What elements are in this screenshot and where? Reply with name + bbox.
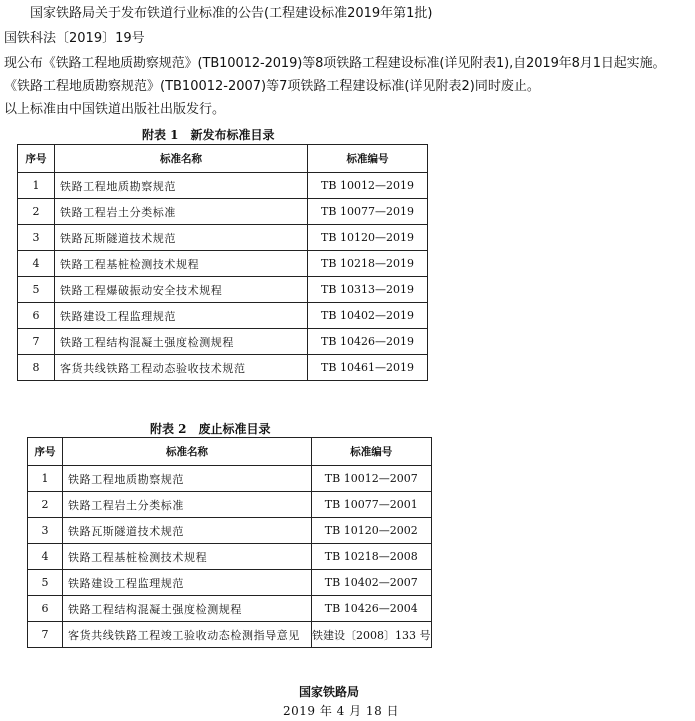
- standard-code: TB 10426—2019: [308, 329, 428, 355]
- paragraph-2: 《铁路工程地质勘察规范》(TB10012-2007)等7项铁路工程建设标准(详见附表2)同时废止。: [4, 79, 540, 94]
- standard-name: 铁路工程岩土分类标准: [55, 199, 308, 225]
- table-row: [18, 225, 428, 251]
- standard-code: TB 10012—2019: [308, 173, 428, 199]
- standard-name: 铁路工程结构混凝土强度检测规程: [55, 329, 308, 355]
- table-row: [18, 355, 428, 381]
- row-index: 3: [18, 225, 55, 251]
- table-row: [28, 544, 432, 570]
- standard-name: 铁路工程地质勘察规范: [63, 466, 312, 492]
- row-index: 6: [28, 596, 63, 622]
- standard-code: TB 10402—2019: [308, 303, 428, 329]
- announcement-title: 国家铁路局关于发布铁道行业标准的公告(工程建设标准2019年第1批): [30, 6, 433, 21]
- row-index: 3: [28, 518, 63, 544]
- standard-code: TB 10120—2019: [308, 225, 428, 251]
- paragraph-1: 现公布《铁路工程地质勘察规范》(TB10012-2019)等8项铁路工程建设标准(详见附表1),自2019年8月1日起实施。: [4, 56, 666, 71]
- row-index: 7: [28, 622, 63, 648]
- table-header-row: [18, 145, 428, 173]
- standard-code: TB 10313—2019: [308, 277, 428, 303]
- standard-name: 铁路建设工程监理规范: [63, 570, 312, 596]
- row-index: 8: [18, 355, 55, 381]
- table-row: [18, 251, 428, 277]
- row-index: 4: [28, 544, 63, 570]
- standard-name: 铁路工程爆破振动安全技术规程: [55, 277, 308, 303]
- table-row: [18, 303, 428, 329]
- standard-code: TB 10077—2019: [308, 199, 428, 225]
- row-index: 2: [18, 199, 55, 225]
- row-index: 1: [28, 466, 63, 492]
- header-name: 标准名称: [63, 438, 312, 466]
- header-name: 标准名称: [55, 145, 308, 173]
- table-row: [28, 492, 432, 518]
- table-row: [28, 466, 432, 492]
- standard-code: TB 10120—2002: [312, 518, 432, 544]
- table-row: [28, 518, 432, 544]
- signature-organization: 国家铁路局: [299, 685, 360, 699]
- standard-code: TB 10012—2007: [312, 466, 432, 492]
- table1-caption: 附表 1 新发布标准目录: [142, 128, 275, 142]
- standard-code: TB 10402—2007: [312, 570, 432, 596]
- row-index: 4: [18, 251, 55, 277]
- table-row: [28, 596, 432, 622]
- table-row: [18, 173, 428, 199]
- paragraph-3: 以上标准由中国铁道出版社出版发行。: [4, 102, 226, 117]
- table-row: [28, 622, 432, 648]
- standard-code: TB 10426—2004: [312, 596, 432, 622]
- standard-name: 客货共线铁路工程动态验收技术规范: [55, 355, 308, 381]
- table-row: [18, 329, 428, 355]
- abolished-standards-table: [27, 437, 432, 648]
- document-number: 国铁科法〔2019〕19号: [4, 31, 145, 46]
- row-index: 5: [28, 570, 63, 596]
- header-index: 序号: [18, 145, 55, 173]
- standard-name: 铁路工程基桩检测技术规程: [63, 544, 312, 570]
- header-index: 序号: [28, 438, 63, 466]
- standard-code: TB 10077—2001: [312, 492, 432, 518]
- standard-name: 铁路工程结构混凝土强度检测规程: [63, 596, 312, 622]
- standard-name: 铁路工程岩土分类标准: [63, 492, 312, 518]
- header-code: 标准编号: [312, 438, 432, 466]
- standard-code: 铁建设〔2008〕133 号: [312, 622, 432, 648]
- signature-date: 2019 年 4 月 18 日: [283, 704, 400, 718]
- standard-name: 铁路瓦斯隧道技术规范: [63, 518, 312, 544]
- row-index: 2: [28, 492, 63, 518]
- standard-name: 铁路瓦斯隧道技术规范: [55, 225, 308, 251]
- standard-code: TB 10461—2019: [308, 355, 428, 381]
- new-standards-table: [17, 144, 428, 381]
- standard-code: TB 10218—2019: [308, 251, 428, 277]
- table-row: [28, 570, 432, 596]
- standard-name: 铁路工程地质勘察规范: [55, 173, 308, 199]
- standard-code: TB 10218—2008: [312, 544, 432, 570]
- standard-name: 铁路工程基桩检测技术规程: [55, 251, 308, 277]
- row-index: 7: [18, 329, 55, 355]
- row-index: 5: [18, 277, 55, 303]
- table2-caption: 附表 2 废止标准目录: [150, 422, 271, 436]
- standard-name: 铁路建设工程监理规范: [55, 303, 308, 329]
- table-row: [18, 199, 428, 225]
- table-row: [18, 277, 428, 303]
- header-code: 标准编号: [308, 145, 428, 173]
- row-index: 1: [18, 173, 55, 199]
- table-header-row: [28, 438, 432, 466]
- standard-name: 客货共线铁路工程竣工验收动态检测指导意见: [63, 622, 312, 648]
- row-index: 6: [18, 303, 55, 329]
